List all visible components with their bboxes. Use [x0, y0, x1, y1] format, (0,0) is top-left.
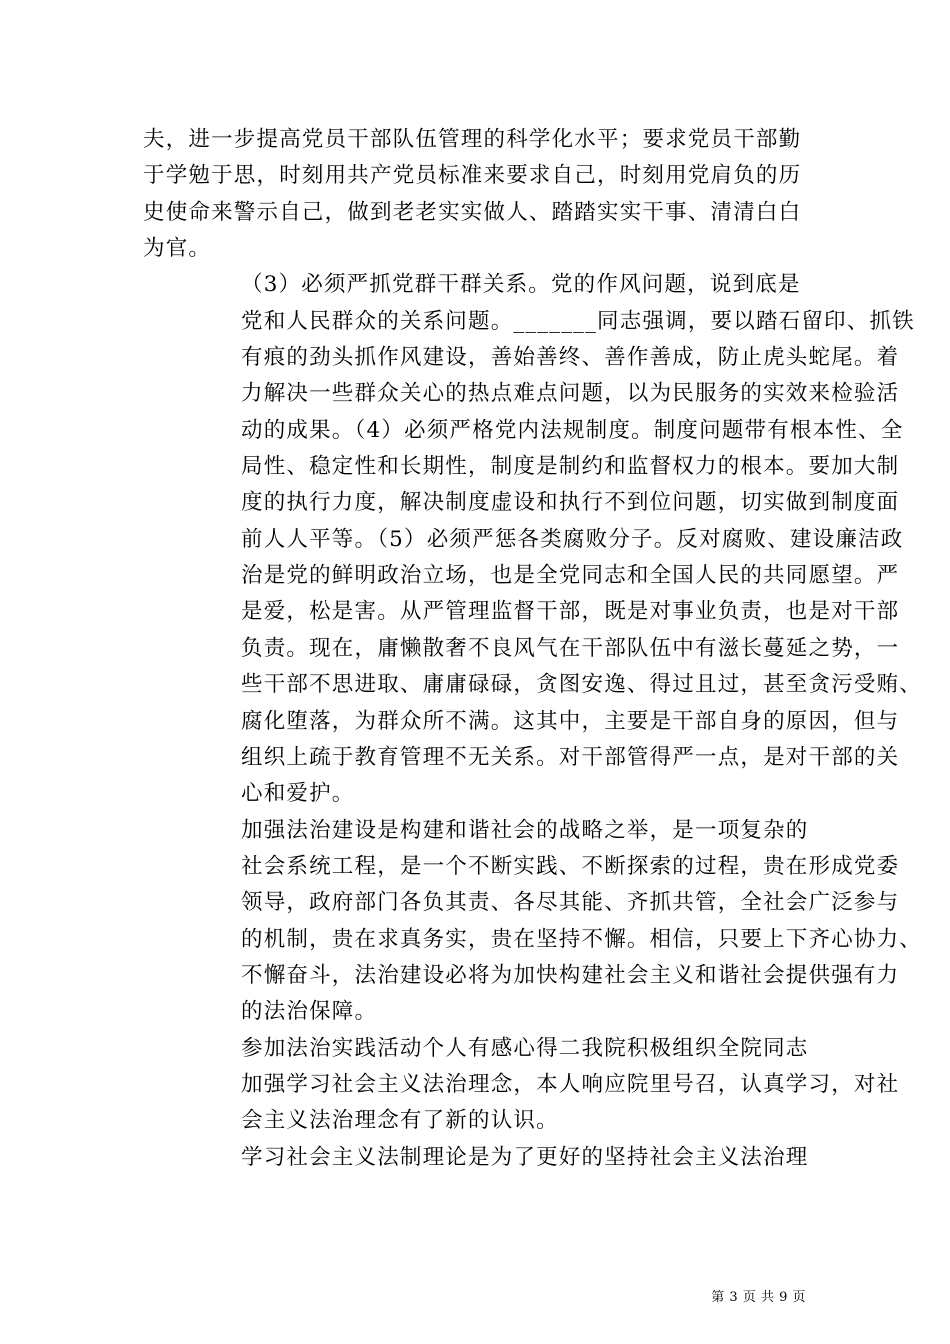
text-line: 不懈奋斗，法治建设必将为加快构建社会主义和谐社会提供强有力 [241, 962, 900, 988]
text-line: 会主义法治理念有了新的认识。 [241, 1108, 559, 1134]
text-line: 有痕的劲头抓作风建设，善始善终、善作善成，防止虎头蛇尾。着 [241, 345, 900, 371]
text-line: 的法治保障。 [241, 999, 378, 1025]
text-line: 社会系统工程，是一个不断实践、不断探索的过程，贵在形成党委 [241, 853, 900, 879]
text-line: 腐化堕落，为群众所不满。这其中，主要是干部自身的原因，但与 [241, 708, 900, 734]
text-line: 为官。 [143, 236, 212, 262]
text-line: 党和人民群众的关系问题。_______同志强调，要以踏石留印、抓铁 [241, 308, 915, 334]
text-line: 动的成果。（4）必须严格党内法规制度。制度问题带有根本性、全 [241, 417, 904, 443]
text-line: 负责。现在，庸懒散奢不良风气在干部队伍中有滋长蔓延之势，一 [241, 635, 900, 661]
text-line: 领导，政府部门各负其责、各尽其能、齐抓共管，全社会广泛参与 [241, 890, 900, 916]
page-number-footer: 第 3 页 共 9 页 [711, 1290, 806, 1305]
text-line: 治是党的鲜明政治立场，也是全党同志和全国人民的共同愿望。严 [241, 563, 900, 589]
text-line: 的机制，贵在求真务实，贵在坚持不懈。相信，只要上下齐心协力、 [241, 926, 923, 952]
paragraph-3 [143, 813, 923, 1031]
text-line: 是爱，松是害。从严管理监督干部，既是对事业负责，也是对干部 [241, 599, 900, 625]
text-line: （3）必须严抓党群干群关系。党的作风问题，说到底是 [241, 272, 801, 298]
text-line: 组织上疏于教育管理不无关系。对干部管得严一点，是对干部的关 [241, 744, 900, 770]
text-line: 于学勉于思，时刻用共产党员标准来要求自己，时刻用党肩负的历 [143, 163, 802, 189]
text-line: 学习社会主义法制理论是为了更好的坚持社会主义法治理 [241, 1144, 809, 1170]
text-line: 夫，进一步提高党员干部队伍管理的科学化水平；要求党员干部勤 [143, 127, 802, 152]
text-line: 力解决一些群众关心的热点难点问题，以为民服务的实效来检验活 [241, 381, 900, 407]
text-line: 加强法治建设是构建和谐社会的战略之举，是一项复杂的 [241, 817, 809, 843]
paragraph-5 [143, 1140, 809, 1176]
paragraph-1 [143, 122, 809, 267]
text-line: 局性、稳定性和长期性，制度是制约和监督权力的根本。要加大制 [241, 454, 900, 480]
text-line: 前人人平等。（5）必须严惩各类腐败分子。反对腐败、建设廉洁政 [241, 526, 904, 552]
text-line: 度的执行力度，解决制度虚设和执行不到位问题，切实做到制度面 [241, 490, 900, 516]
text-line: 加强学习社会主义法治理念，本人响应院里号召，认真学习，对社 [241, 1071, 900, 1097]
text-line: 参加法治实践活动个人有感心得二我院积极组织全院同志 [241, 1035, 809, 1061]
body-text [143, 122, 923, 1176]
text-line: 些干部不思进取、庸庸碌碌，贪图安逸、得过且过，甚至贪污受贿、 [241, 672, 923, 698]
text-line: 心和爱护。 [241, 781, 355, 807]
paragraph-2 [143, 267, 923, 812]
paragraph-4 [143, 1031, 900, 1140]
text-line: 史使命来警示自己，做到老老实实做人、踏踏实实干事、清清白白 [143, 199, 802, 225]
